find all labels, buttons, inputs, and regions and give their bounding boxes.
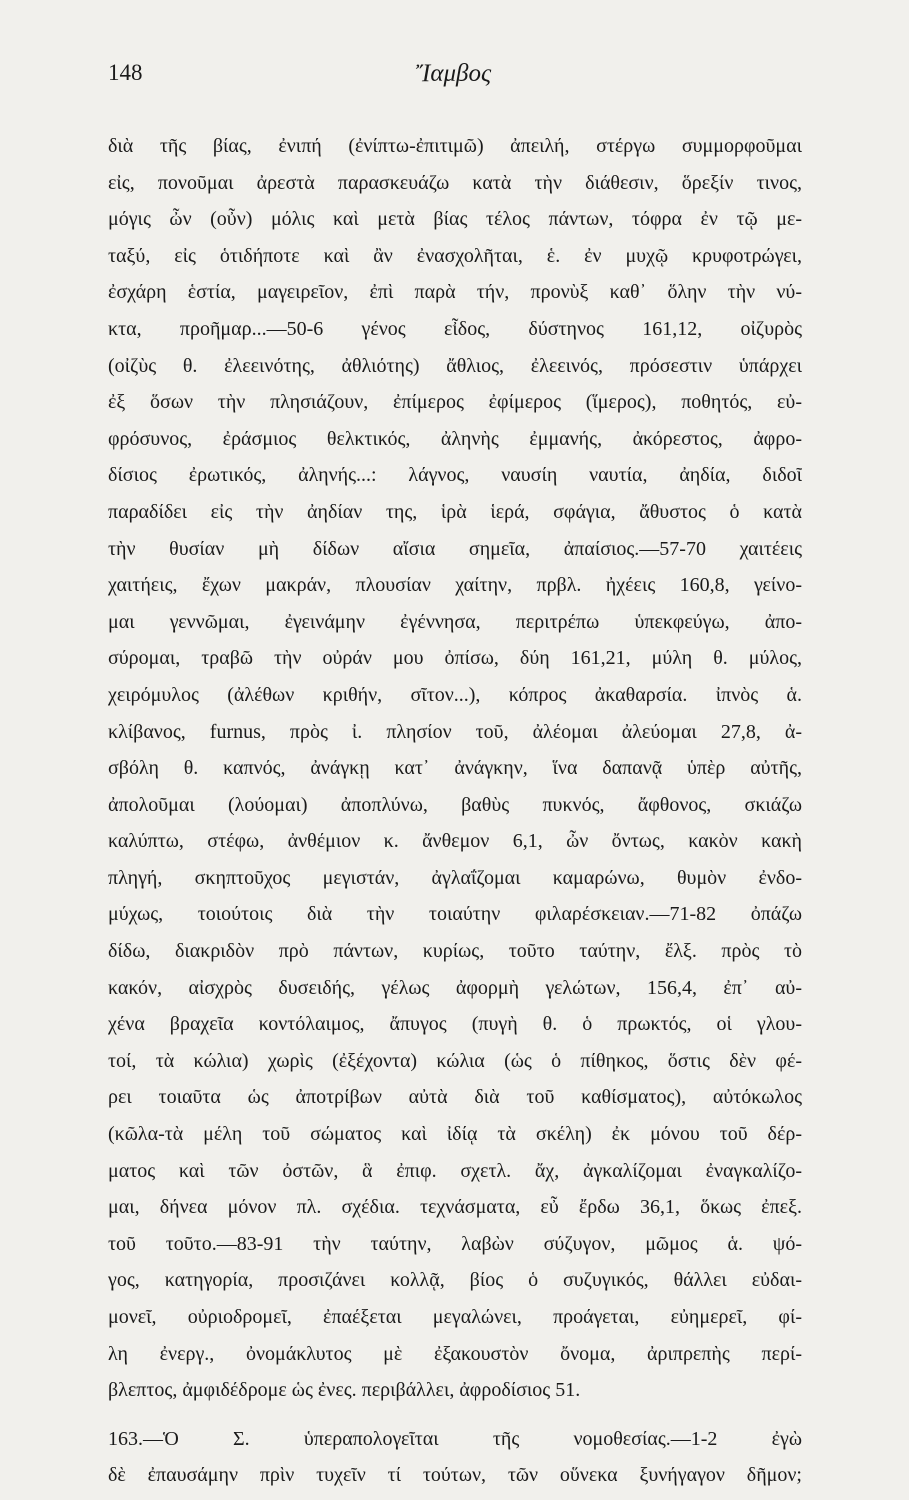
text-line: πληγή, σκηπτοῦχος μεγιστάν, ἀγλαΐζομαι καμαρώνω, θυμὸν ἐνδο- (108, 866, 802, 889)
text-line: μαι, δήνεα μόνον πλ. σχέδια. τεχνάσματα, εὖ ἔρδω 36,1, ὅκως ἐπεξ. (108, 1196, 802, 1219)
text-line: κακόν, αἰσχρὸς δυσειδής, γέλως ἀφορμὴ γελώτων, 156,4, ἐπ᾽ αὐ- (108, 976, 802, 999)
text-line: τὴν θυσίαν μὴ δίδων αἴσια σημεῖα, ἀπαίσιος.—57-70 χαιτέεις (108, 537, 802, 560)
section-heading-line: 163.—Ὁ Σ. ὑπεραπολογεῖται τῆς νομοθεσίας.—1-2 ἐγὼ (108, 1427, 802, 1450)
text-line: εἰς, πονοῦμαι ἀρεστὰ παρασκευάζω κατὰ τὴν διάθεσιν, ὅρεξίν τινος, (108, 171, 802, 194)
text-line: μόγις ὦν (οὖν) μόλις καὶ μετὰ βίας τέλος πάντων, τόφρα ἐν τῷ με- (108, 208, 802, 231)
text-line: σύρομαι, τραβῶ τὴν οὐράν μου ὀπίσω, δύη 161,21, μύλη θ. μύλος, (108, 647, 802, 670)
text-line: φρόσυνος, ἐράσμιος θελκτικός, ἀληνὴς ἐμμανής, ἀκόρεστος, ἀφρο- (108, 427, 802, 450)
running-title: Ἴαμβος (415, 60, 492, 87)
text-line: καλύπτω, στέφω, ἀνθέμιον κ. ἄνθεμον 6,1, ὦν ὄντως, κακὸν κακὴ (108, 830, 802, 853)
text-line: μονεῖ, οὐριοδρομεῖ, ἐπαέξεται μεγαλώνει, προάγεται, εὐημερεῖ, φί- (108, 1306, 802, 1328)
text-line: δίσιος ἐρωτικός, ἀληνής...: λάγνος, ναυσίη ναυτία, ἀηδία, διδοῖ (108, 464, 802, 487)
text-line: (κῶλα-τὰ μέλη τοῦ σώματος καὶ ἰδίᾳ τὰ σκέλη) ἐκ μόνου τοῦ δέρ- (108, 1123, 802, 1146)
text-line: χειρόμυλος (ἀλέθων κριθήν, σῖτον...), κόπρος ἀκαθαρσία. ἰπνὸς ἁ. (108, 683, 802, 706)
text-line: ρει τοιαῦτα ὡς ἀποτρίβων αὐτὰ διὰ τοῦ καθίσματος), αὐτόκωλος (108, 1086, 802, 1109)
text-line: (οἰζὺς θ. ἐλεεινότης, ἀθλιότης) ἄθλιος, ἐλεεινός, πρόσεστιν ὑπάρχει (108, 354, 802, 377)
text-line: γος, κατηγορία, προσιζάνει κολλᾷ, βίος ὁ συζυγικός, θάλλει εὐδαι- (108, 1269, 802, 1292)
text-line: ἐσχάρη ἑστία, μαγειρεῖον, ἐπὶ παρὰ τήν, προνὺξ καθ᾽ ὅλην τὴν νύ- (108, 281, 802, 304)
text-line: τοί, τὰ κώλια) χωρὶς (ἐξέχοντα) κώλια (ὡς ὁ πίθηκος, ὅστις δὲν φέ- (108, 1049, 802, 1072)
text-line: χαιτήεις, ἔχων μακράν, πλουσίαν χαίτην, πρβλ. ἠχέεις 160,8, γείνο- (108, 574, 802, 597)
commentary-text (108, 128, 802, 1494)
text-line: διὰ τῆς βίας, ἐνιπή (ἐνίπτω-ἐπιτιμῶ) ἀπειλή, στέργω συμμορφοῦμαι (108, 135, 802, 157)
text-line: κτα, προῆμαρ...—50-6 γένος εἶδος, δύστηνος 161,12, οἰζυρὸς (108, 317, 802, 340)
text-line: ματος καὶ τῶν ὀστῶν, ἃ ἐπιφ. σχετλ. ἄχ, ἀγκαλίζομαι ἐναγκαλίζο- (108, 1159, 802, 1182)
text-line: ἐξ ὅσων τὴν πλησιάζουν, ἐπίμερος ἐφίμερος (ἵμερος), ποθητός, εὐ- (108, 391, 802, 414)
text-line: δίδω, διακριδὸν πρὸ πάντων, κυρίως, τοῦτο ταύτην, ἔλξ. πρὸς τὸ (108, 940, 802, 963)
page-header (108, 60, 799, 100)
text-line: μύχως, τοιούτοις διὰ τὴν τοιαύτην φιλαρέσκειαν.—71-82 ὀπάζω (108, 903, 802, 926)
text-line: τοῦ τοῦτο.—83-91 τὴν ταύτην, λαβὼν σύζυγον, μῶμος ἁ. ψό- (108, 1232, 802, 1255)
text-line: παραδίδει εἰς τὴν ἀηδίαν της, ἱρὰ ἱερά, σφάγια, ἄθυστος ὁ κατὰ (108, 500, 802, 523)
text-line: χένα βραχεῖα κοντόλαιμος, ἄπυγος (πυγὴ θ. ὁ πρωκτός, οἱ γλου- (108, 1013, 802, 1036)
page-number: 148 (108, 60, 143, 85)
text-line: ταξύ, εἰς ὁτιδήποτε καὶ ἂν ἐνασχολῆται, ἑ. ἐν μυχῷ κρυφοτρώγει, (108, 244, 802, 267)
text-line: ἀπολοῦμαι (λούομαι) ἀποπλύνω, βαθὺς πυκνός, ἄφθονος, σκιάζω (108, 793, 802, 816)
text-line: κλίβανος, furnus, πρὸς ἰ. πλησίον τοῦ, ἀλέομαι ἀλεύομαι 27,8, ἀ- (108, 720, 802, 743)
text-line: σβόλη θ. καπνός, ἀνάγκῃ κατ᾽ ἀνάγκην, ἵνα δαπανᾷ ὑπὲρ αὐτῆς, (108, 757, 802, 780)
text-line: λη ἐνεργ., ὀνομάκλυτος μὲ ἐξακουστὸν ὄνομα, ἀριπρεπὴς περί- (108, 1342, 802, 1365)
section-text-line: δὲ ἐπαυσάμην πρὶν τυχεῖν τί τούτων, τῶν οὕνεκα ξυνήγαγον δῆμον; (108, 1464, 802, 1487)
text-line: μαι γεννῶμαι, ἐγεινάμην ἐγέννησα, περιτρέπω ὑπεκφεύγω, ἀπο- (108, 610, 802, 633)
text-line: βλεπτος, ἀμφιδέδρομε ὡς ἐνες. περιβάλλει, ἀφροδίσιος 51. (108, 1379, 581, 1402)
